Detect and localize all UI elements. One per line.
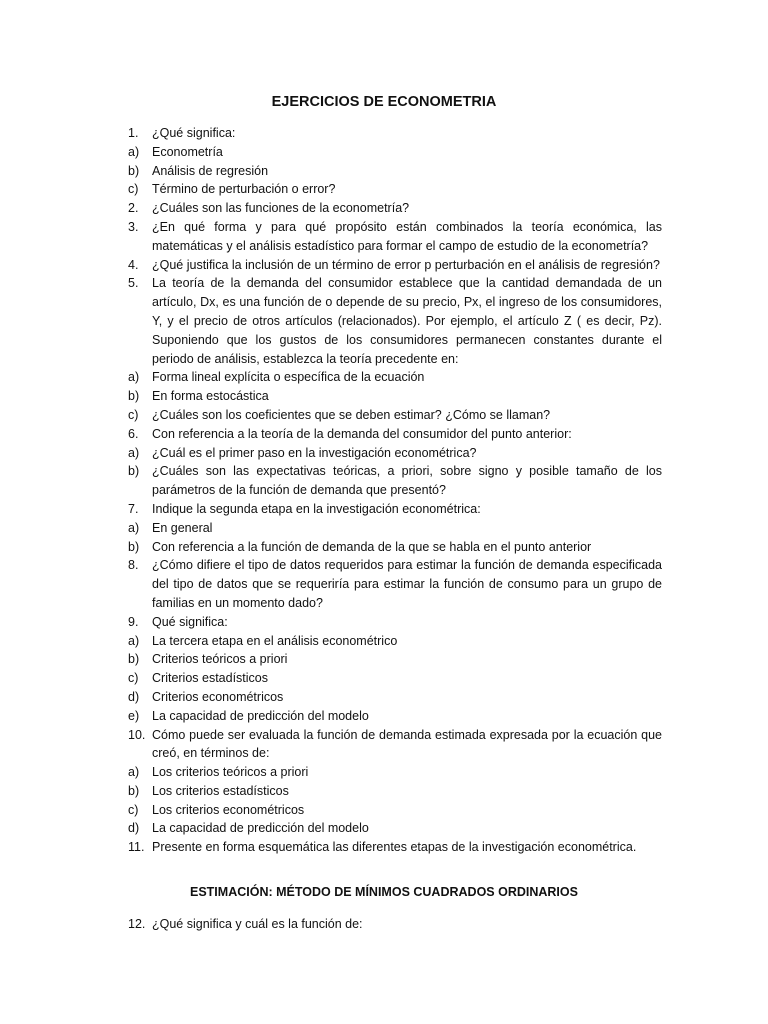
- item-marker: b): [128, 539, 140, 554]
- item-text: Forma lineal explícita o específica de la ecuación: [152, 370, 425, 385]
- list-item: [128, 462, 662, 500]
- question-list: [128, 124, 662, 857]
- list-item: [128, 143, 662, 162]
- item-marker: d): [128, 689, 140, 704]
- item-marker: 5.: [128, 276, 139, 291]
- item-marker: 10.: [128, 727, 146, 742]
- list-item: [128, 801, 662, 820]
- section-title: ESTIMACIÓN: MÉTODO DE MÍNIMOS CUADRADOS ORDINARIOS: [190, 885, 578, 899]
- list-item: [128, 162, 662, 181]
- item-text: Los criterios teóricos a priori: [152, 765, 309, 780]
- list-item: [128, 538, 662, 557]
- item-text: ¿Cuáles son las expectativas teóricas, a priori, sobre signo y posible tamaño de los parámetros de la función de demanda que presentó?: [152, 464, 662, 498]
- list-item: [128, 763, 662, 782]
- list-item: [128, 218, 662, 256]
- list-item: [128, 519, 662, 538]
- item-marker: 9.: [128, 614, 139, 629]
- list-item: [128, 368, 662, 387]
- item-text: ¿Cuáles son los coeficientes que se deben estimar? ¿Cómo se llaman?: [152, 407, 551, 422]
- item-text: Los criterios estadísticos: [152, 783, 289, 798]
- list-item: [128, 500, 662, 519]
- item-text: Los criterios econométricos: [152, 802, 305, 817]
- list-item: [128, 425, 662, 444]
- item-text: ¿Qué significa:: [152, 126, 236, 140]
- item-marker: a): [128, 765, 140, 780]
- item-text: Cómo puede ser evaluada la función de demanda estimada expresada por la ecuación que creó, en términos de:: [152, 727, 662, 761]
- item-text: La teoría de la demanda del consumidor establece que la cantidad demandada de un artículo, Dx, es una función de o depende de su precio, Px, el ingreso de los consumidores, Y, y el precio de otros artículos (relacionados). Por ejemplo, el artículo Z ( es decir, Pz). Suponiendo que los gustos de los consumidores permanecen constantes durante el periodo de análisis, establezca la teoría precedente en:: [152, 276, 662, 366]
- list-item: [128, 180, 662, 199]
- item-text: Con referencia a la función de demanda de la que se habla en el punto anterior: [152, 539, 592, 554]
- list-item: [128, 632, 662, 651]
- item-marker: c): [128, 802, 139, 817]
- list-item: [128, 838, 662, 857]
- list-item: [128, 819, 662, 838]
- item-text: La capacidad de predicción del modelo: [152, 708, 369, 723]
- item-text: La capacidad de predicción del modelo: [152, 821, 369, 836]
- item-text: ¿Cuáles son las funciones de la econometría?: [152, 201, 410, 216]
- item-marker: b): [128, 783, 140, 798]
- list-item: [128, 387, 662, 406]
- item-marker: 3.: [128, 219, 139, 234]
- item-marker: 4.: [128, 257, 139, 272]
- list-item: [128, 669, 662, 688]
- list-item: [128, 124, 662, 143]
- item-marker: 7.: [128, 501, 139, 516]
- list-item: [128, 406, 662, 425]
- item-text: ¿En qué forma y para qué propósito están combinados la teoría económica, las matemáticas y el análisis estadístico para formar el campo de estudio de la econometría?: [152, 219, 662, 253]
- list-item: [128, 613, 662, 632]
- item-marker: a): [128, 445, 140, 460]
- list-item: [128, 782, 662, 801]
- item-marker: c): [128, 182, 139, 197]
- item-marker: c): [128, 407, 139, 422]
- item-marker: e): [128, 708, 140, 723]
- list-item: [128, 726, 662, 764]
- item-marker: b): [128, 163, 140, 178]
- item-text: Criterios econométricos: [152, 689, 284, 704]
- list-item: [128, 444, 662, 463]
- item-text: ¿Qué justifica la inclusión de un término de error p perturbación en el análisis de regresión?: [152, 257, 660, 272]
- item-text: La tercera etapa en el análisis econométrico: [152, 633, 398, 648]
- item-marker: 11.: [128, 840, 145, 855]
- item-marker: 2.: [128, 201, 139, 216]
- item-text: Econometría: [152, 144, 223, 159]
- item-marker: 8.: [128, 558, 139, 573]
- list-item: [128, 650, 662, 669]
- item-text: En general: [152, 520, 213, 535]
- item-text: Indique la segunda etapa en la investigación econométrica:: [152, 501, 481, 516]
- list-item: [128, 556, 662, 612]
- list-item: [128, 688, 662, 707]
- list-item: [128, 707, 662, 726]
- item-marker: a): [128, 144, 140, 159]
- item-text: Presente en forma esquemática las diferentes etapas de la investigación econométrica.: [152, 840, 637, 855]
- list-item: [128, 199, 662, 218]
- item-marker: b): [128, 389, 140, 404]
- item-text: ¿Cuál es el primer paso en la investigación econométrica?: [152, 445, 477, 460]
- item-marker: a): [128, 633, 140, 648]
- item-marker: 1.: [128, 126, 139, 140]
- item-text: Con referencia a la teoría de la demanda del consumidor del punto anterior:: [152, 426, 572, 441]
- item-marker: a): [128, 520, 140, 535]
- item-text: Término de perturbación o error?: [152, 182, 336, 197]
- question-item: [128, 915, 686, 934]
- item-text: Análisis de regresión: [152, 163, 269, 178]
- item-marker: 12.: [128, 917, 146, 931]
- item-text: Qué significa:: [152, 614, 228, 629]
- item-marker: 6.: [128, 426, 139, 441]
- item-text: ¿Cómo difiere el tipo de datos requeridos para estimar la función de demanda especificada del tipo de datos que se requeriría para estimar la función de consumo para un grupo de familias en un momento dado?: [152, 558, 662, 610]
- item-marker: a): [128, 370, 140, 385]
- item-text: Criterios estadísticos: [152, 671, 269, 686]
- item-marker: d): [128, 821, 140, 836]
- item-marker: b): [128, 464, 140, 479]
- list-item: [128, 274, 662, 368]
- item-text: Criterios teóricos a priori: [152, 652, 288, 667]
- item-text: ¿Qué significa y cuál es la función de:: [152, 917, 363, 931]
- item-text: En forma estocástica: [152, 389, 269, 404]
- item-marker: b): [128, 652, 140, 667]
- document-title: EJERCICIOS DE ECONOMETRIA: [271, 94, 497, 110]
- item-marker: c): [128, 671, 139, 686]
- list-item: [128, 256, 662, 275]
